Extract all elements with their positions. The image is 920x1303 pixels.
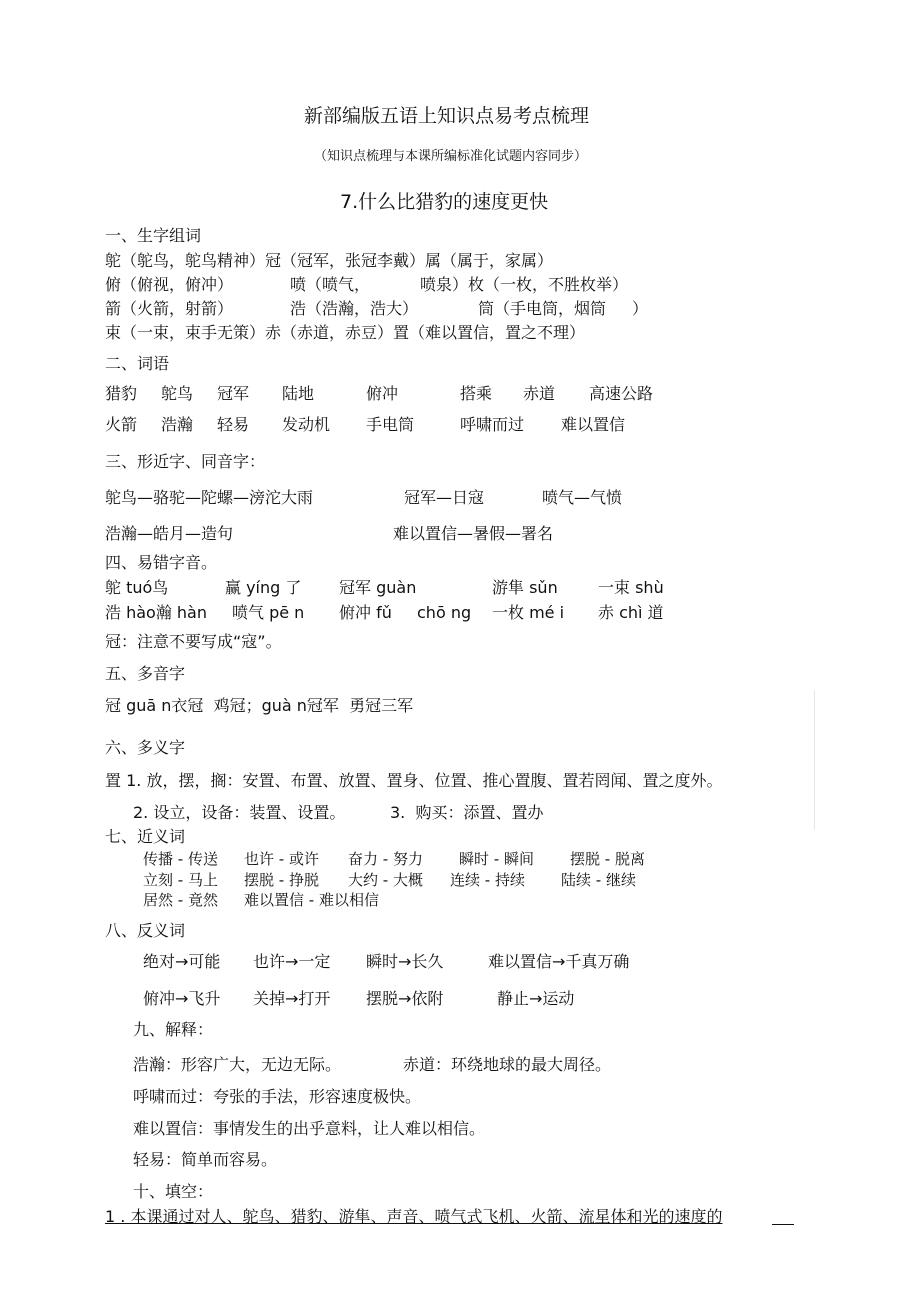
word-item: 难以置信 (561, 415, 626, 434)
antonym-pair: 也许→一定 (253, 952, 331, 971)
word-item: 高速公路 (589, 384, 654, 403)
page-title: 新部编版五语上知识点易考点梳理 (304, 105, 590, 127)
section-heading: 十、填空： (133, 1182, 214, 1201)
section-heading: 七、近义词 (105, 827, 186, 846)
note-line: 冠：注意不要写成“寇”。 (105, 632, 282, 651)
antonym-pair: 瞬时→长久 (366, 952, 444, 971)
definition-line: 轻易：简单而容易。 (133, 1150, 278, 1169)
word-item: 鸵鸟 (161, 384, 194, 403)
word-item: 轻易 (217, 415, 250, 434)
synonym-pair: 立刻 - 马上 (143, 871, 218, 889)
word-item: 火箭 (105, 415, 138, 434)
divider (814, 690, 815, 830)
definition-line: 难以置信：事情发生的出乎意料，让人难以相信。 (133, 1119, 486, 1138)
synonym-pair: 瞬时 - 瞬间 (459, 850, 534, 868)
text-line: 箭（火箭，射箭） (105, 299, 234, 318)
synonym-pair: 陆续 - 继续 (561, 871, 636, 889)
text-line: 冠 guā n衣冠 鸡冠；guà n冠军 勇冠三军 (105, 696, 414, 715)
text-line: 喷气—气愤 (542, 488, 623, 507)
synonym-pair: 连续 - 持续 (450, 871, 525, 889)
section-heading: 一、生字组词 (105, 226, 202, 245)
pinyin-item: 赤 chì 道 (598, 603, 664, 622)
section-heading: 四、易错字音。 (105, 553, 218, 572)
section-heading: 五、多音字 (105, 664, 186, 683)
text-line: 束（一束，束手无策）赤（赤道，赤豆）置（难以置信，置之不理） (105, 323, 586, 342)
text-line: 筒（手电筒，烟筒 (478, 299, 607, 318)
synonym-pair: 居然 - 竟然 (143, 891, 218, 909)
text-line: 鸵（鸵鸟，鸵鸟精神）冠（冠军，张冠李戴）属（属于，家属） (105, 251, 554, 270)
definition-line: 呼啸而过：夸张的手法，形容速度极快。 (133, 1087, 422, 1106)
text-line: 2. 设立，设备：装置、设置。 (133, 803, 346, 822)
section-heading: 二、词语 (105, 354, 170, 373)
pinyin-item: 喷气 pē n (232, 603, 305, 622)
page-subtitle: （知识点梳理与本课所编标准化试题内容同步） (314, 149, 588, 164)
text-line: ） (632, 299, 649, 318)
synonym-pair: 摆脱 - 脱离 (570, 850, 645, 868)
text-line: 3. 购买：添置、置办 (390, 803, 544, 822)
word-item: 冠军 (217, 384, 250, 403)
synonym-pair: 也许 - 或许 (244, 850, 319, 868)
definition-line: 赤道：环绕地球的最大周径。 (403, 1055, 612, 1074)
word-item: 赤道 (523, 384, 556, 403)
section-heading: 三、形近字、同音字： (105, 452, 266, 471)
word-item: 呼啸而过 (460, 415, 525, 434)
section-heading: 八、反义词 (105, 921, 186, 940)
synonym-pair: 大约 - 大概 (348, 871, 423, 889)
pinyin-item: 鸵 tuó鸟 (105, 578, 169, 597)
text-line: 俯（俯视，俯冲） (105, 275, 234, 294)
antonym-pair: 静止→运动 (497, 989, 575, 1008)
word-item: 搭乘 (460, 384, 493, 403)
synonym-pair: 传播 - 传送 (143, 850, 218, 868)
text-line: 置 1. 放，摆，搁：安置、布置、放置、置身、位置、推心置腹、置若罔闻、置之度外。 (105, 771, 723, 790)
pinyin-item: 冠军 guàn (339, 578, 417, 597)
text-line: 浩瀚—皓月—造句 (105, 524, 234, 543)
pinyin-item: 俯冲 fǔ (339, 603, 392, 622)
lesson-title: 7.什么比猎豹的速度更快 (340, 191, 549, 213)
text-line: 浩（浩瀚，浩大） (290, 299, 419, 318)
antonym-pair: 关掉→打开 (253, 989, 331, 1008)
pinyin-item: 赢 yíng 了 (225, 578, 302, 597)
section-heading: 九、解释： (133, 1020, 214, 1039)
text-line: 鸵鸟—骆驼—陀螺—滂沱大雨 (105, 488, 314, 507)
pinyin-item: 一束 shù (598, 578, 664, 597)
word-item: 发动机 (282, 415, 331, 434)
antonym-pair: 摆脱→依附 (366, 989, 444, 1008)
word-item: 陆地 (282, 384, 315, 403)
definition-line: 浩瀚：形容广大，无边无际。 (133, 1055, 342, 1074)
synonym-pair: 奋力 - 努力 (348, 850, 423, 868)
text-line: 难以置信—暑假—署名 (393, 524, 554, 543)
antonym-pair: 俯冲→飞升 (143, 989, 221, 1008)
synonym-pair: 难以置信 - 难以相信 (244, 891, 379, 909)
word-item: 手电筒 (366, 415, 415, 434)
word-item: 俯冲 (366, 384, 399, 403)
fill-blank-line: 1 . 本课通过对人、鸵鸟、猎豹、游隼、声音、喷气式飞机、火箭、流星体和光的速度的 (105, 1207, 723, 1226)
pinyin-item: 浩 hào瀚 hàn (105, 603, 207, 622)
word-item: 浩瀚 (161, 415, 194, 434)
antonym-pair: 难以置信→千真万确 (488, 952, 630, 971)
word-item: 猎豹 (105, 384, 138, 403)
pinyin-item: 一枚 mé i (492, 603, 565, 622)
pinyin-item: 游隼 sǔn (492, 578, 558, 597)
synonym-pair: 摆脱 - 挣脱 (244, 871, 319, 889)
text-line: 喷泉）枚（一枚，不胜枚举） (420, 275, 629, 294)
text-line: 冠军—日寇 (404, 488, 485, 507)
antonym-pair: 绝对→可能 (143, 952, 221, 971)
section-heading: 六、多义字 (105, 738, 186, 757)
text-line: 喷（喷气， (290, 275, 371, 294)
pinyin-item: chō ng (417, 603, 472, 622)
blank-underline (772, 1224, 794, 1225)
